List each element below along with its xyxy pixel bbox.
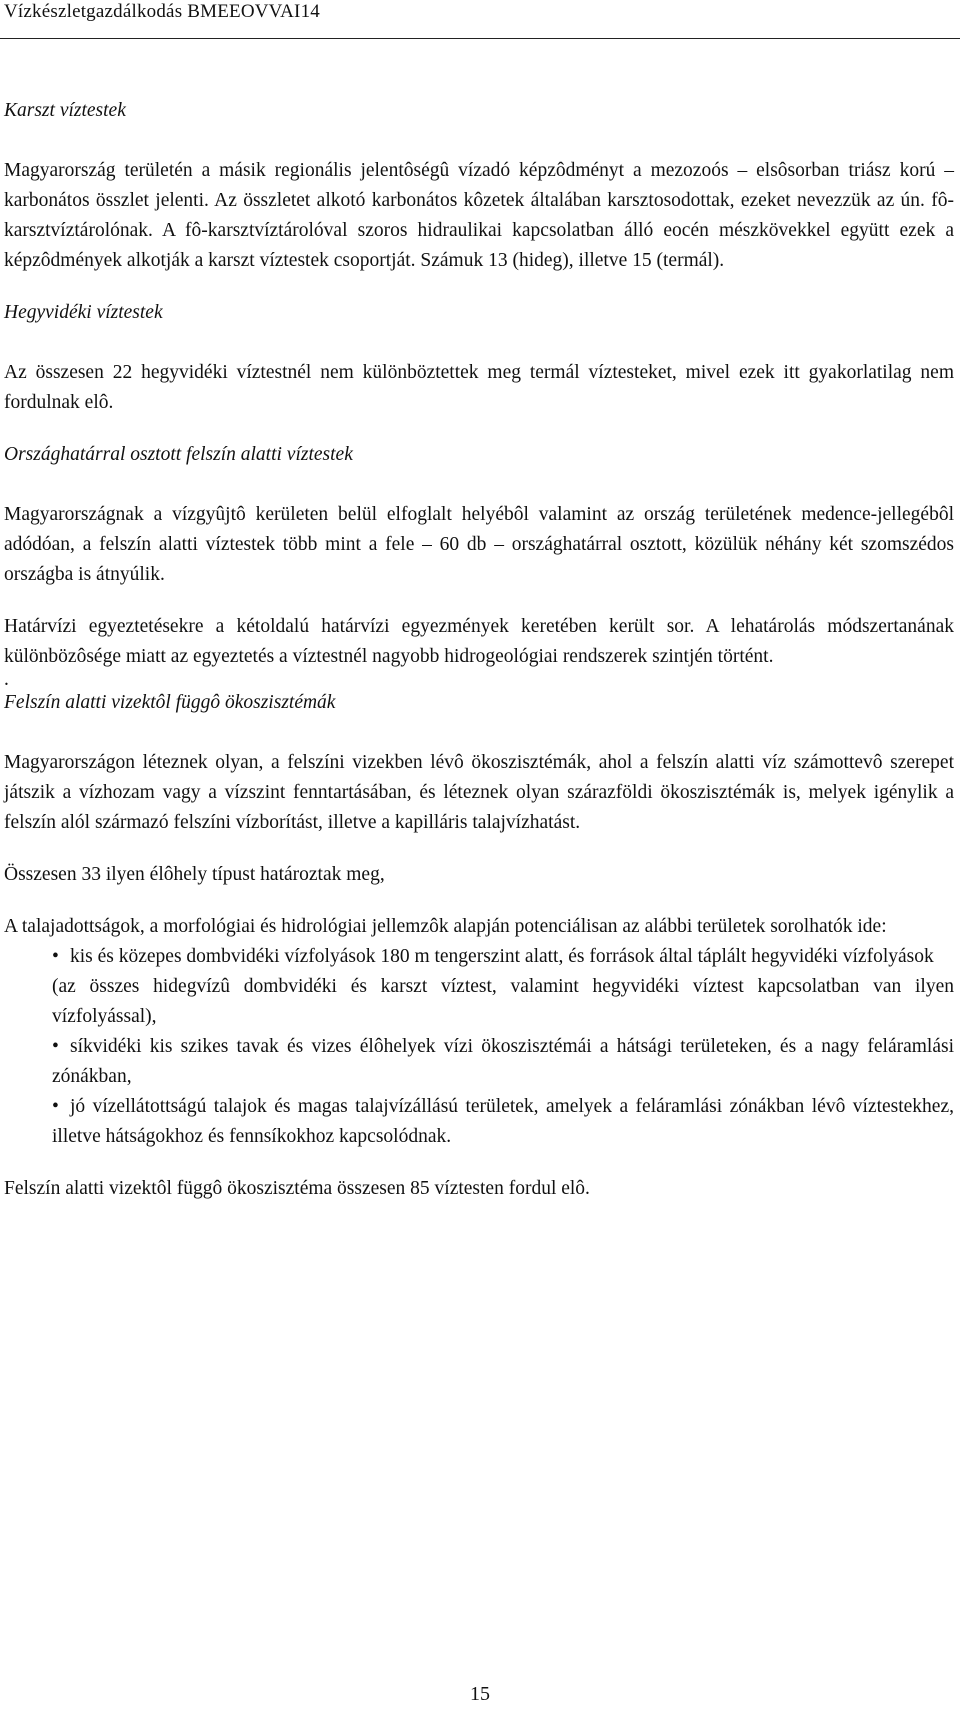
list-item — [52, 1032, 954, 1092]
bullet-icon: • — [52, 1096, 59, 1117]
section-heading-orszaghatar: Országhatárral osztott felszín alatti víztestek — [4, 444, 353, 465]
habitat-list-continued — [4, 1032, 954, 1152]
list-item-text: síkvidéki kis szikes tavak és vizes élôhelyek vízi ökoszisztémái a hátsági területeken, és a nagy feláramlási zónákban, — [52, 1036, 954, 1087]
bullet-icon: • — [52, 946, 59, 967]
paragraph-okoszisztema-1: Magyarországon léteznek olyan, a felszíni vizekben lévô ökoszisztémák, ahol a felszín alatti víz számottevô szerepet játszik a vízhozam vagy a vízszint fenntartásában, és léteznek olyan szárazföldi ökoszisztémák is, melyek igénylik a felszín alól származó felszíni vízborítást, illetve a kapilláris talajvízhatást. — [4, 752, 954, 833]
paragraph-hegyvideki: Az összesen 22 hegyvidéki víztestnél nem különböztettek meg termál víztesteket, mivel ezek itt gyakorlatilag nem fordulnak elô. — [4, 362, 954, 413]
header-rule — [0, 38, 960, 39]
page-content — [4, 96, 954, 1204]
section-heading-karszt: Karszt víztestek — [4, 100, 126, 121]
section-heading-okoszisztema: Felszín alatti vizektôl függô ökoszisztémák — [4, 692, 336, 713]
list-item — [52, 942, 954, 972]
list-item-text: kis és közepes dombvidéki vízfolyások 180 m tengerszint alatt, és források által táplált hegyvidéki vízfolyások — [70, 946, 934, 967]
paragraph-orszaghatar-2: Határvízi egyeztetésekre a kétoldalú határvízi egyezmények keretében került sor. A lehatárolás módszertanának különbözôsége miatt az egyeztetés a víztestnél nagyobb hidrogeológiai rendszerek szintjén történt. — [4, 616, 954, 667]
section-heading-hegyvideki: Hegyvidéki víztestek — [4, 302, 163, 323]
closing-paragraph: Felszín alatti vizektôl függô ökoszisztéma összesen 85 víztesten fordul elô. — [4, 1178, 590, 1199]
list-item — [52, 1092, 954, 1152]
list-item-text: jó vízellátottságú talajok és magas talajvízállású területek, amelyek a feláramlási zónákban lévô víztestekhez, illetve hátságokhoz és fennsíkokhoz kapcsolódnak. — [52, 1096, 954, 1147]
list-note: (az összes hidegvízû dombvidéki és karszt víztest, valamint hegyvidéki víztest kapcsolatban van ilyen vízfolyással), — [52, 976, 954, 1027]
paragraph-orszaghatar-1: Magyarországnak a vízgyûjtô kerületen belül elfoglalt helyébôl valamint az ország területének medence-jellegébôl adódóan, a felszín alatti víztestek több mint a fele – 60 db – országhatárral osztott, közülük néhány két szomszédos országba is átnyúlik. — [4, 504, 954, 585]
paragraph-karszt: Magyarország területén a másik regionális jelentôségû vízadó képzôdményt a mezozoós – elsôsorban triász korú – karbonátos összlet jelenti. Az összletet alkotó karbonátos kôzetek általában karsztosodottak, ezeket nevezzük az ún. fô-karsztvíztárolónak. A fô-karsztvíztárolóval szoros hidraulikai kapcsolatban álló eocén mészkövekkel együtt ezek a képzôdmények alkotják a karszt víztestek csoportját. Számuk 13 (hideg), illetve 15 (termál). — [4, 160, 954, 271]
running-header: Vízkészletgazdálkodás BMEEOVVAI14 — [4, 1, 320, 22]
stray-dot: . — [4, 669, 9, 690]
bullet-icon: • — [52, 1036, 59, 1057]
list-intro: A talajadottságok, a morfológiai és hidrológiai jellemzôk alapján potenciálisan az alábbi területek sorolhatók ide: — [4, 916, 887, 937]
paragraph-okoszisztema-2: Összesen 33 ilyen élôhely típust határoztak meg, — [4, 864, 385, 885]
page-number: 15 — [470, 1683, 490, 1705]
habitat-list — [4, 942, 954, 972]
